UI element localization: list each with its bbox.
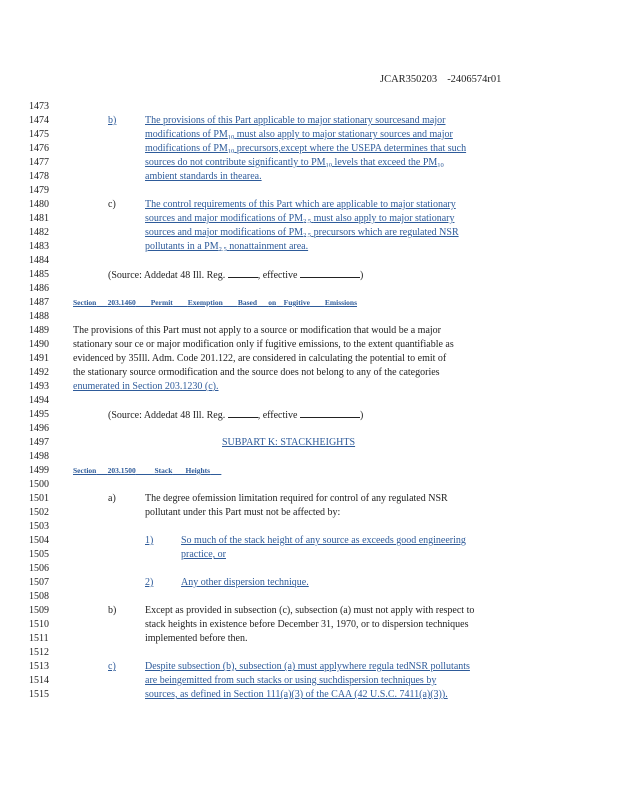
line-text: the stationary source ormodification and the source does not belong to any of the categories <box>73 367 440 378</box>
line-number: 1473 <box>29 101 49 112</box>
line-1477 <box>0 156 618 170</box>
line-number: 1493 <box>29 381 49 392</box>
line-number: 1508 <box>29 591 49 602</box>
line-1479 <box>0 184 618 198</box>
line-text: stack heights in existence before December 31, 1970, or to dispersion techniques <box>145 619 469 630</box>
line-number: 1497 <box>29 437 49 448</box>
line-1515 <box>0 688 618 702</box>
line-number: 1513 <box>29 661 49 672</box>
line-1500 <box>0 478 618 492</box>
line-1501 <box>0 492 618 506</box>
line-number: 1481 <box>29 213 49 224</box>
line-text: Despite subsection (b), subsection (a) must applywhere regula tedNSR pollutants <box>145 661 470 672</box>
line-number: 1514 <box>29 675 49 686</box>
line-1476 <box>0 142 618 156</box>
line-text: enumerated in Section 203.1230 (c). <box>73 381 219 392</box>
line-text: implemented before then. <box>145 633 248 644</box>
line-number: 1503 <box>29 521 49 532</box>
line-1503 <box>0 520 618 534</box>
line-1508 <box>0 590 618 604</box>
line-text: Except as provided in subsection (c), subsection (a) must not apply with respect to <box>145 605 475 616</box>
line-text: The control requirements of this Part which are applicable to major stationary <box>145 199 456 210</box>
line-1511 <box>0 632 618 646</box>
subsection-label-b: b) <box>108 605 117 616</box>
line-number: 1480 <box>29 199 49 210</box>
line-text: practice, or <box>181 549 226 560</box>
line-text: The provisions of this Part must not apply to a source or modification that would be a major <box>73 325 441 336</box>
line-1509 <box>0 604 618 618</box>
line-1496 <box>0 422 618 436</box>
line-1499 <box>0 464 618 478</box>
line-1483 <box>0 240 618 254</box>
item-label-1: 1) <box>145 535 154 546</box>
line-number: 1489 <box>29 325 49 336</box>
line-1502 <box>0 506 618 520</box>
line-1475 <box>0 128 618 142</box>
line-1473 <box>0 100 618 114</box>
line-text: sources and major modifications of $PM_{2.5}$ must also apply to major stationary <box>145 213 455 225</box>
line-1493 <box>0 380 618 394</box>
line-1484 <box>0 254 618 268</box>
line-text: evidenced by 35Ill. Adm. Code 201.122, are considered in calculating the potential to emit of <box>73 353 447 364</box>
line-1491 <box>0 352 618 366</box>
section-heading-1460: Section 203.1460 Permit Exemption Based on Fugitive Emissions <box>73 298 358 307</box>
line-number: 1507 <box>29 577 49 588</box>
line-text: pollutants in a $PM_{2.5}$ nonattainment area. <box>145 241 309 253</box>
line-number: 1474 <box>29 115 49 126</box>
line-1512 <box>0 646 618 660</box>
subsection-label-a: a) <box>108 493 116 504</box>
line-number: 1488 <box>29 311 49 322</box>
line-number: 1501 <box>29 493 49 504</box>
line-1510 <box>0 618 618 632</box>
line-number: 1510 <box>29 619 49 630</box>
line-number: 1494 <box>29 395 49 406</box>
line-number: 1502 <box>29 507 49 518</box>
line-1506 <box>0 562 618 576</box>
line-number: 1496 <box>29 423 49 434</box>
line-1480 <box>0 198 618 212</box>
line-number: 1491 <box>29 353 49 364</box>
line-text: sources and major modifications of $PM_{2.5}$ precursors which are regulated NSR <box>145 227 459 239</box>
line-text: modifications of $PM_{10}$ must also apply to major stationary sources and major <box>145 129 453 141</box>
line-number: 1511 <box>29 633 49 644</box>
line-1498 <box>0 450 618 464</box>
line-number: 1504 <box>29 535 49 546</box>
line-1482 <box>0 226 618 240</box>
line-text: modifications of $PM_{10}$ precursors,except where the USEPA determines that such <box>145 143 467 155</box>
subsection-label-c: c) <box>108 199 116 210</box>
line-number: 1482 <box>29 227 49 238</box>
line-number: 1477 <box>29 157 49 168</box>
line-number: 1498 <box>29 451 49 462</box>
line-text: sources, as defined in Section 111(a)(3) of the CAA (42 U.S.C. 7411(a)(3)). <box>145 689 448 700</box>
line-number: 1509 <box>29 605 49 616</box>
line-1492 <box>0 366 618 380</box>
line-1487 <box>0 296 618 310</box>
line-1481 <box>0 212 618 226</box>
line-number: 1499 <box>29 465 49 476</box>
item-label-2: 2) <box>145 577 154 588</box>
line-number: 1495 <box>29 409 49 420</box>
line-text: sources do not contribute significantly to $PM_{10}$ levels that exceed the $PM_{10}$ <box>145 157 444 169</box>
line-number: 1505 <box>29 549 49 560</box>
section-heading-1500: Section 203.1500 Stack Heights <box>73 466 211 475</box>
subsection-label-c: c) <box>108 661 116 672</box>
line-number: 1476 <box>29 143 49 154</box>
line-number: 1484 <box>29 255 49 266</box>
line-number: 1512 <box>29 647 49 658</box>
line-1474 <box>0 114 618 128</box>
subsection-label-b: b) <box>108 115 117 126</box>
line-1514 <box>0 674 618 688</box>
line-1486 <box>0 282 618 296</box>
line-text: are beingemitted from such stacks or using suchdispersion techniques by <box>145 675 437 686</box>
line-1490 <box>0 338 618 352</box>
line-number: 1500 <box>29 479 49 490</box>
line-number: 1475 <box>29 129 49 140</box>
line-text: stationary sour ce or major modification only if fugitive emissions, to the extent quantifiable as <box>73 339 454 350</box>
line-1497 <box>0 436 618 450</box>
line-text: Any other dispersion technique. <box>181 577 309 588</box>
line-1494 <box>0 394 618 408</box>
line-1488 <box>0 310 618 324</box>
line-text: The degree ofemission limitation required for control of any regulated NSR <box>145 493 448 504</box>
line-1485 <box>0 268 618 282</box>
line-1478 <box>0 170 618 184</box>
line-1507 <box>0 576 618 590</box>
line-1504 <box>0 534 618 548</box>
line-number: 1478 <box>29 171 49 182</box>
line-text: The provisions of this Part applicable to major stationary sourcesand major <box>145 115 446 126</box>
document-header <box>380 74 501 85</box>
line-text: ambient standards in thearea. <box>145 171 262 182</box>
line-text: pollutant under this Part must not be affected by: <box>145 507 341 518</box>
line-number: 1483 <box>29 241 49 252</box>
line-number: 1485 <box>29 269 49 280</box>
line-text: So much of the stack height of any source as exceeds good engineering <box>181 535 466 546</box>
subpart-heading: SUBPART K: STACKHEIGHTS <box>222 437 356 448</box>
doc-revision: -2406574r01 <box>447 74 502 85</box>
line-1489 <box>0 324 618 338</box>
line-number: 1479 <box>29 185 49 196</box>
line-number: 1506 <box>29 563 49 574</box>
source-note: (Source: Addedat 48 Ill. Reg. , effective ) <box>108 270 364 281</box>
line-number: 1486 <box>29 283 49 294</box>
line-1505 <box>0 548 618 562</box>
line-1513 <box>0 660 618 674</box>
line-number: 1492 <box>29 367 49 378</box>
line-1495 <box>0 408 618 422</box>
line-number: 1490 <box>29 339 49 350</box>
doc-id: JCAR350203 <box>380 74 438 85</box>
line-number: 1515 <box>29 689 49 700</box>
line-number: 1487 <box>29 297 49 308</box>
source-note: (Source: Addedat 48 Ill. Reg. , effective ) <box>108 410 364 421</box>
